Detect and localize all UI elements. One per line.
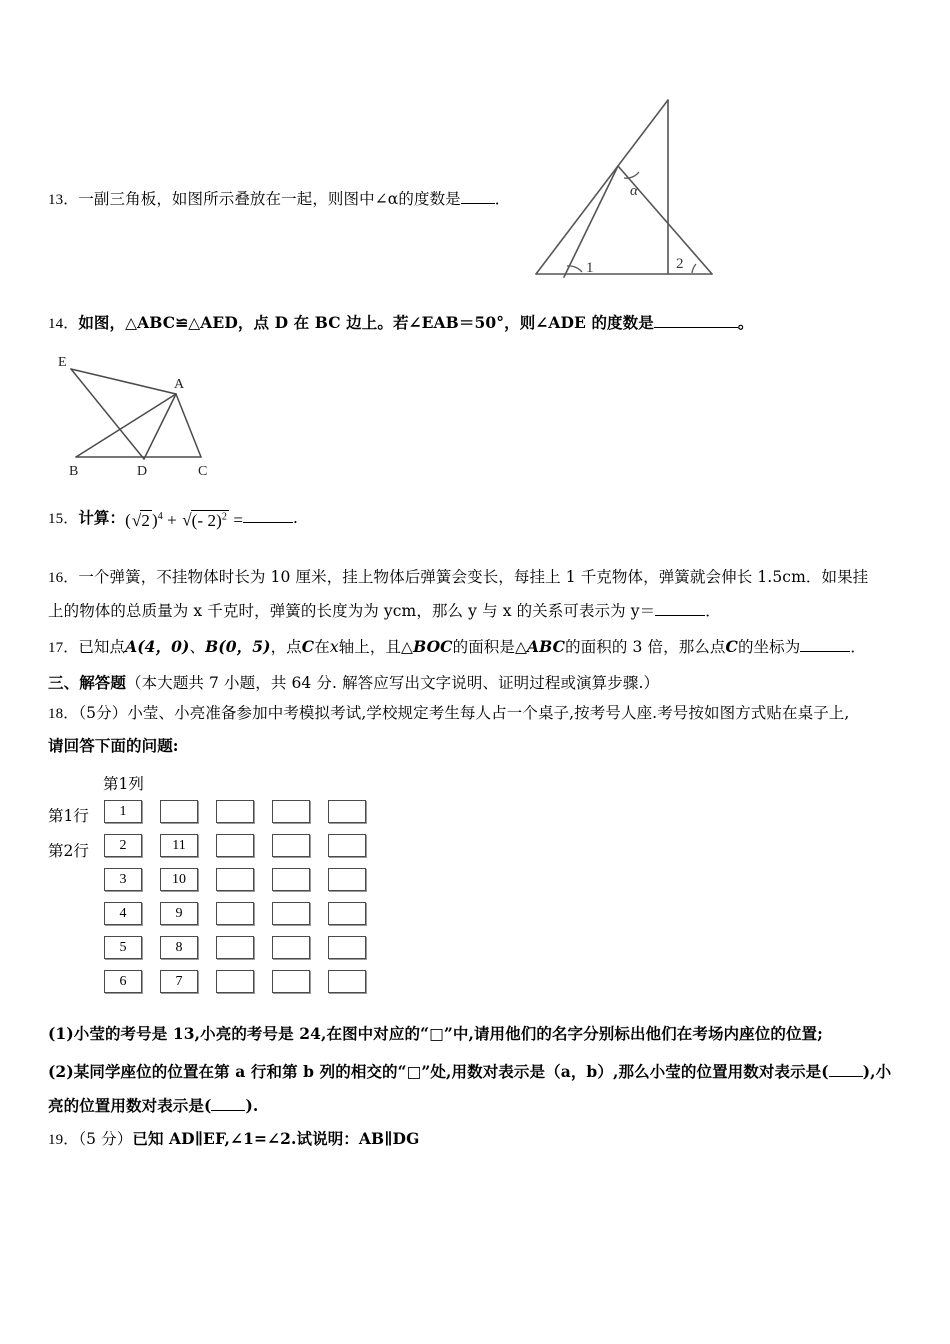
seat-cell[interactable] [328, 902, 366, 925]
question-15-trailing: . [293, 508, 299, 527]
equals-sign: = [233, 510, 244, 530]
question-14-text-mid: ，点 D 在 BC 边上。若∠EAB＝50°，则∠ADE 的度数是 [237, 313, 654, 332]
question-18-line-2 [48, 731, 179, 761]
congruent-triangles-figure [46, 344, 236, 479]
question-14-text-before: 如图， [78, 313, 126, 332]
question-14 [48, 308, 753, 339]
exponent-4: 4 [157, 511, 163, 522]
grid-row-label-1: 第1行 [48, 807, 89, 825]
table-row [104, 936, 384, 959]
axis-x-label: x [329, 638, 339, 656]
seat-cell[interactable] [272, 800, 310, 823]
question-13-text: 一副三角板，如图所示叠放在一起，则图中∠α的度数是 [78, 190, 461, 208]
question-18-part2-blank-2 [211, 1097, 245, 1111]
seat-cell[interactable] [216, 834, 254, 857]
question-19-score: （5 分） [78, 1130, 133, 1148]
question-18-part2-text-b: 亮的位置用数对表示是( [48, 1096, 212, 1115]
seat-cell[interactable]: 6 [104, 970, 142, 993]
section-detail: （本大题共 7 小题，共 64 分. 解答应写出文字说明、证明过程或演算步骤.） [126, 674, 660, 692]
table-row [104, 868, 384, 891]
question-15-formula: (√2 )$^4$ + √(- 2)$^2$ = [125, 502, 243, 536]
separator-1: 、 [189, 638, 206, 656]
question-18-part2-tail-b: ). [245, 1096, 259, 1115]
question-16-line-2 [48, 596, 721, 626]
question-17-trailing: ． [850, 638, 866, 656]
seat-number-grid [48, 772, 368, 1007]
seat-cell[interactable]: 1 [104, 800, 142, 823]
question-16-line2-text: 上的物体的总质量为 x 千克时，弹簧的长度为为 ycm，那么 y 与 x 的关系可表示为 y＝ [48, 602, 656, 620]
sqrt-icon-2: √(- 2)$^2$ [182, 510, 227, 530]
question-13-trailing: ． [494, 190, 511, 208]
question-16-line1-text: 一个弹簧，不挂物体时长为 10 厘米，挂上物体后弹簧会变长，每挂上 1 千克物体，弹簧就会伸长 1.5cm．如果挂 [78, 568, 869, 586]
seat-cell[interactable]: 5 [104, 936, 142, 959]
question-18-line1-text: 小莹、小亮准备参加中考模拟考试,学校规定考生每人占一个桌子,按考号人座.考号按如图方式贴在桌子上, [127, 704, 850, 722]
seat-cell[interactable] [328, 800, 366, 823]
question-16-blank [655, 602, 705, 616]
seat-cell[interactable] [160, 800, 198, 823]
seat-cell[interactable] [272, 936, 310, 959]
vertex-label-D: D [137, 464, 148, 479]
vertex-label-C: C [198, 464, 208, 479]
question-16-trailing: ． [705, 602, 721, 620]
question-15-blank [243, 509, 293, 523]
question-13-blank [461, 190, 495, 204]
seat-cell[interactable] [272, 868, 310, 891]
seat-cell[interactable] [328, 970, 366, 993]
question-18-part2-blank-1 [829, 1063, 863, 1077]
congruent-triangles-svg [46, 344, 236, 479]
exponent-2: 2 [221, 511, 227, 522]
question-17-text-mid5: 的面积的 3 倍，那么点 [565, 638, 726, 656]
seat-cell[interactable] [328, 834, 366, 857]
question-15-number: 15． [48, 510, 79, 527]
seat-cell[interactable]: 3 [104, 868, 142, 891]
angle-2-arc [692, 264, 696, 273]
seat-cell[interactable]: 11 [160, 834, 198, 857]
table-row [104, 834, 384, 857]
overlapping-triangle-rulers-figure [520, 92, 730, 287]
question-18-number: 18． [48, 706, 79, 722]
question-18-part2-tail-a: ),小 [862, 1062, 892, 1081]
question-15 [48, 502, 298, 536]
seat-cell[interactable] [216, 936, 254, 959]
seat-cell[interactable] [272, 970, 310, 993]
question-18-part-1 [48, 1019, 823, 1049]
question-16-number: 16． [48, 570, 79, 586]
question-17-number: 17． [48, 640, 79, 656]
question-13-number: 13． [48, 192, 79, 208]
seat-cell[interactable] [216, 868, 254, 891]
vertex-label-A: A [174, 377, 185, 392]
seat-cell[interactable]: 8 [160, 936, 198, 959]
grid-rows-container [104, 800, 384, 1004]
point-a-label: A(4，0) [125, 637, 190, 656]
question-18-line-1 [48, 698, 849, 729]
question-18-part-2-line-2 [48, 1091, 258, 1121]
question-17 [48, 632, 866, 663]
question-17-blank [800, 638, 850, 652]
table-row [104, 800, 384, 823]
question-17-text-before: 已知点 [78, 638, 126, 656]
question-14-number: 14． [48, 316, 79, 332]
sqrt-radicand-2: 2 [141, 510, 150, 530]
table-row [104, 970, 384, 993]
question-18-line2-text: 请回答下面的问题: [48, 736, 179, 755]
question-18-part2-text-a: (2)某同学座位的位置在第 a 行和第 b 列的相交的“□”处,用数对表示是（a，b）,那么小莹的位置用数对表示是( [48, 1062, 829, 1081]
seat-cell[interactable] [272, 834, 310, 857]
vertex-label-E: E [58, 355, 67, 370]
question-18-part1-text: (1)小莹的考号是 13,小亮的考号是 24,在图中对应的“□”中,请用他们的名字分别标出他们在考场内座位的位置; [48, 1024, 823, 1043]
plus-sign: + [167, 510, 177, 530]
question-15-label: 计算： [78, 507, 126, 527]
question-17-text-mid3: 轴上，且△ [338, 638, 414, 656]
seat-cell[interactable]: 9 [160, 902, 198, 925]
question-19 [48, 1124, 419, 1155]
question-14-blank [654, 314, 738, 328]
question-16-line-1 [48, 562, 868, 593]
seat-cell[interactable] [328, 936, 366, 959]
question-17-text-mid6: 的坐标为 [737, 638, 801, 656]
section-title: 三、解答题 [48, 673, 127, 692]
alpha-label: α [630, 183, 638, 199]
seat-cell[interactable]: 7 [160, 970, 198, 993]
point-b-label: B(0，5) [205, 637, 271, 656]
seat-cell[interactable]: 2 [104, 834, 142, 857]
question-19-number: 19． [48, 1132, 79, 1148]
point-c-label: C [301, 637, 315, 656]
triangle-boc-label: BOC [413, 637, 453, 656]
angle-1-label: 1 [586, 260, 594, 276]
grid-row-label-2: 第2行 [48, 842, 89, 860]
vertex-label-B: B [69, 464, 79, 479]
section-header-3 [48, 668, 659, 698]
seat-cell[interactable] [272, 902, 310, 925]
table-row [104, 902, 384, 925]
seat-cell[interactable] [216, 970, 254, 993]
triangle-abc-label: ABC [527, 637, 566, 656]
sqrt-icon: √2 [131, 510, 150, 530]
angle-2-label: 2 [676, 256, 684, 272]
question-17-text-mid4: 的面积是△ [452, 638, 528, 656]
question-17-text-mid1: ，点 [270, 638, 302, 656]
triangle-rulers-svg [520, 92, 730, 287]
question-13 [48, 184, 510, 215]
seat-cell[interactable] [216, 902, 254, 925]
question-14-trailing: 。 [737, 313, 754, 332]
sqrt-radicand-group [191, 510, 229, 530]
seat-cell[interactable] [328, 868, 366, 891]
question-18-score: （5分） [78, 704, 128, 722]
grid-column-header: 第1列 [103, 775, 144, 793]
question-18-part-2-line-1 [48, 1057, 891, 1087]
seat-cell[interactable]: 4 [104, 902, 142, 925]
question-19-text: 已知 AD∥EF,∠1=∠2.试说明：AB∥DG [132, 1129, 420, 1148]
seat-cell[interactable] [216, 800, 254, 823]
point-c-label-2: C [725, 637, 738, 656]
question-14-congruence: △ABC≌△AED [125, 313, 238, 332]
inner-expression: (- 2) [191, 510, 222, 530]
question-17-text-mid2: 在 [314, 638, 330, 656]
seat-cell[interactable]: 10 [160, 868, 198, 891]
